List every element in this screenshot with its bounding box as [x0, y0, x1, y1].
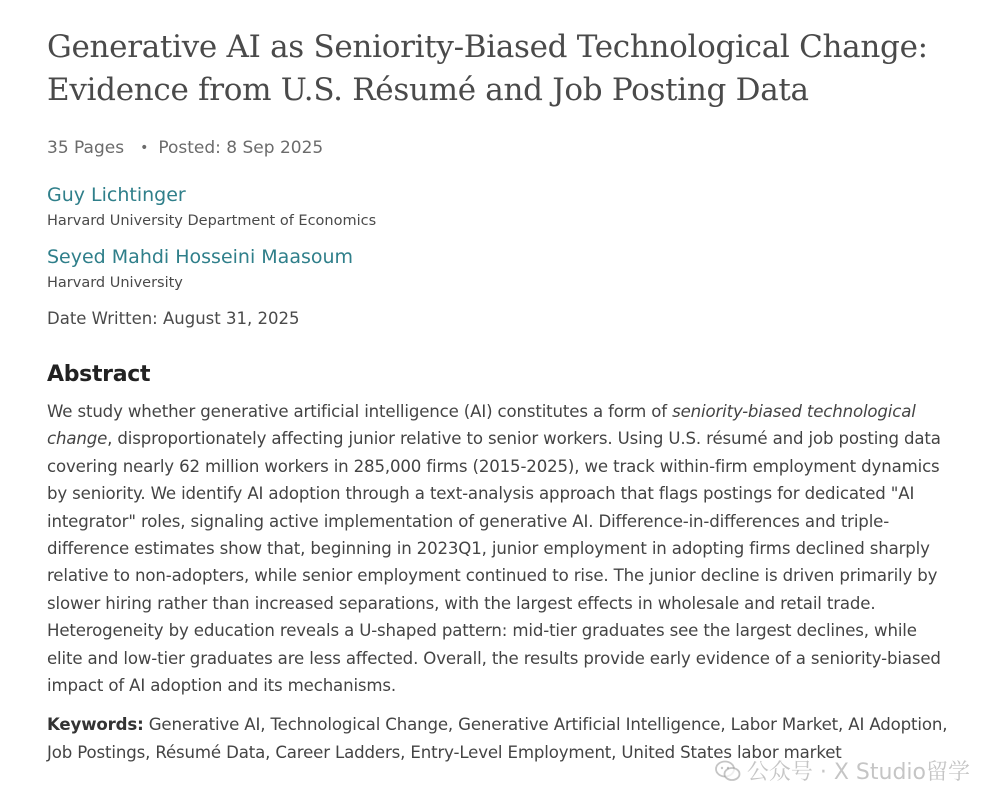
author-affiliation: Harvard University [47, 275, 183, 291]
abstract-part-2: , disproportionately affecting junior relative to senior workers. Using U.S. résumé and job posting data covering nearly 62 million workers in 285,000 firms (2015-2025), we track within-firm employment dynamics by seniority. We identify AI adoption through a text-analysis approach that flags postings for dedicated "AI integrator" roles, signaling active implementation of generative AI. Difference-in-differences and triple-difference estimates show that, beginning in 2023Q1, junior employment in adopting firms declined sharply relative to non-adopters, while senior employment continued to rise. The junior decline is driven primarily by slower hiring rather than increased separations, with the largest effects in wholesale and retail trade. Heterogeneity by education reveals a U-shaped pattern: mid-tier graduates see the largest declines, while elite and low-tier graduates are less affected. Overall, the results provide early evidence of a seniority-biased impact of AI adoption and its mechanisms. [47, 429, 941, 696]
author-affiliation: Harvard University Department of Economics [47, 213, 377, 229]
posted-date: Posted: 8 Sep 2025 [158, 138, 324, 158]
author-block [47, 246, 952, 291]
abstract-heading: Abstract [47, 362, 151, 387]
author-block [47, 184, 952, 229]
abstract-part-1: We study whether generative artificial intelligence (AI) constitutes a form of [47, 402, 673, 421]
keywords-list: Generative AI, Technological Change, Generative Artificial Intelligence, Labor Market, AI Adoption, Job Postings, Résumé Data, Career Ladders, Entry-Level Employment, United States labor market [47, 715, 948, 762]
watermark-text: 公众号 · X Studio留学 [746, 760, 970, 785]
paper-meta [47, 138, 952, 158]
paper-title: Generative AI as Seniority-Biased Technological Change: Evidence from U.S. Résumé and Job Posting Data [47, 29, 928, 108]
keywords-label: Keywords: [47, 715, 144, 735]
paper-page [47, 26, 952, 766]
meta-separator: • [140, 140, 149, 156]
date-written: Date Written: August 31, 2025 [47, 309, 300, 328]
author-link[interactable]: Guy Lichtinger [47, 184, 186, 206]
keywords [47, 711, 952, 766]
abstract-text [47, 398, 952, 699]
abstract-italic-term: seniority-biased technological change [47, 402, 916, 449]
author-link[interactable]: Seyed Mahdi Hosseini Maasoum [47, 246, 354, 268]
page-count: 35 Pages [47, 138, 125, 158]
